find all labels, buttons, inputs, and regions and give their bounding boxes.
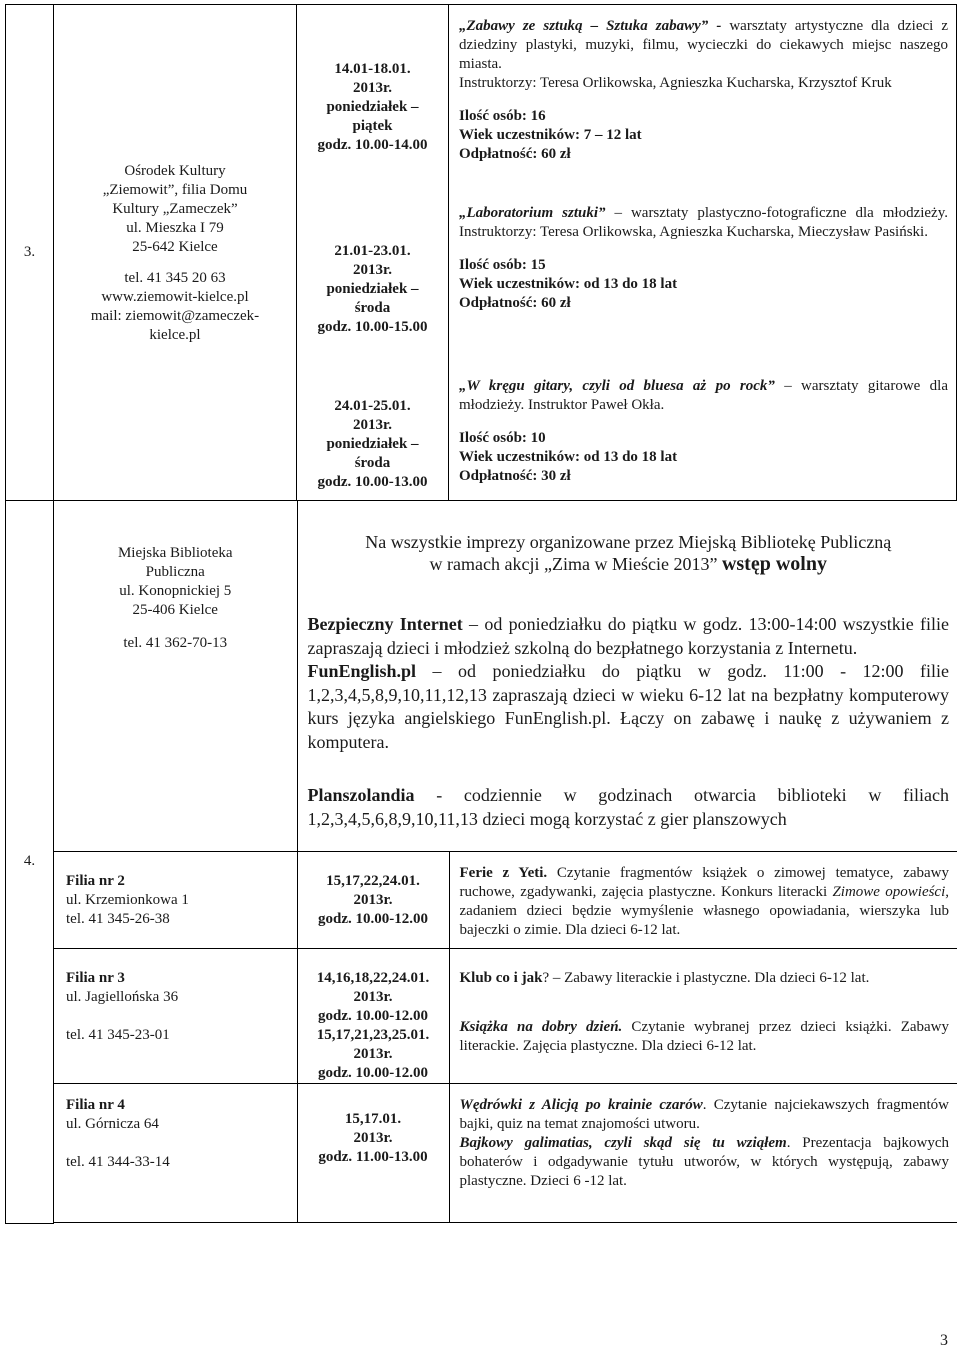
internet-title: Bezpieczny Internet <box>307 614 463 634</box>
org-phone: tel. 41 345 20 63 <box>124 270 226 286</box>
event-count: Ilość osób: 15 <box>459 257 546 273</box>
event-date: 15,17.01. <box>344 1111 402 1127</box>
filia-4-description <box>449 1084 957 1223</box>
event-days: poniedziałek – <box>326 99 419 115</box>
event-description <box>459 17 948 204</box>
event-age: Wiek uczestników: 7 – 12 lat <box>459 127 642 143</box>
library-org-cell <box>54 501 297 852</box>
filia-3-dates <box>297 949 449 1084</box>
org-street: ul. Mieszka I 79 <box>126 220 224 236</box>
row-number: 3. <box>6 5 54 501</box>
filia-4-dates <box>297 1084 449 1223</box>
event-date: 15,17,21,23,25.01. <box>316 1027 430 1043</box>
event-text: – warsztaty gitarowe dla młodzieży. Instruktor Paweł Okła. <box>459 378 948 413</box>
event-fee: Odpłatność: 60 zł <box>459 146 571 162</box>
event-year: 2013r. <box>352 417 393 433</box>
intro-line: Na wszystkie imprezy organizowane przez Miejską Bibliotekę Publiczną <box>365 532 892 552</box>
event-text: Czytanie fragmentów książek o zimowej tematyce, zabawy ruchowe, zgadywanki, zajęcia plastyczne. Konkurs literacki <box>459 865 950 900</box>
date-block <box>297 242 448 397</box>
event-text: , zadaniem dzieci będzie wymyślenie własnego opowiadania, wierszyka lub bajeczki o zimie. Dla dzieci 6-12 lat. <box>459 884 950 938</box>
filia-name: Filia nr 4 <box>66 1097 125 1113</box>
library-section <box>54 501 957 1224</box>
event-hours: godz. 10.00-12.00 <box>318 1008 428 1024</box>
event-title: Klub co i jak <box>459 970 543 986</box>
event-days: środa <box>354 455 391 471</box>
event-year: 2013r. <box>353 1046 393 1062</box>
filia-4-row <box>54 1084 957 1223</box>
org-website[interactable]: www.ziemowit-kielce.pl <box>101 289 249 305</box>
library-street: ul. Konopnickiej 5 <box>119 583 232 599</box>
filia-2-description <box>449 852 957 949</box>
organizer-cell <box>54 5 297 501</box>
filia-name: Filia nr 3 <box>66 970 125 986</box>
event-age: Wiek uczestników: od 13 do 18 lat <box>459 449 678 465</box>
filia-street: ul. Górnicza 64 <box>66 1116 159 1132</box>
event-days: środa <box>354 300 391 316</box>
filia-name: Filia nr 2 <box>66 873 125 889</box>
event-title: „Zabawy ze sztuką – Sztuka zabawy” - <box>459 18 722 34</box>
row-4 <box>6 501 957 1224</box>
event-fee: Odpłatność: 60 zł <box>459 295 571 311</box>
filia-phone: tel. 41 344-33-14 <box>66 1154 170 1170</box>
description-cell <box>449 5 957 501</box>
event-days: poniedziałek – <box>326 436 419 452</box>
dates-cell <box>297 5 449 501</box>
library-name: Miejska Biblioteka <box>117 545 233 561</box>
planszolandia-title: Planszolandia <box>307 785 415 805</box>
event-hours: godz. 10.00-12.00 <box>318 911 428 927</box>
filia-phone: tel. 41 345-26-38 <box>66 911 170 927</box>
event-date: 24.01-25.01. <box>334 398 411 414</box>
event-hours: godz. 11.00-13.00 <box>318 1149 428 1165</box>
org-email: kielce.pl <box>149 327 201 343</box>
event-text: ? – Zabawy literackie i plastyczne. Dla dzieci 6-12 lat. <box>542 970 870 986</box>
library-table <box>54 501 957 1223</box>
filia-2-row <box>54 852 957 949</box>
filia-3-cell <box>54 949 297 1084</box>
event-year: 2013r. <box>353 1130 393 1146</box>
event-year: 2013r. <box>353 989 393 1005</box>
org-name-line: Kultury „Zameczek” <box>112 201 238 217</box>
event-description <box>459 204 948 377</box>
row-3 <box>6 5 957 501</box>
library-intro-row <box>54 501 957 852</box>
event-hours: godz. 10.00-13.00 <box>317 474 428 490</box>
page-number: 3 <box>940 1332 948 1349</box>
event-text: Czytanie wybranej przez dzieci książki. Zabawy literackie. Zajęcia plastyczne. Dla dzieci 6-12 lat. <box>459 1019 950 1054</box>
filia-3-row <box>54 949 957 1084</box>
date-block <box>297 60 448 242</box>
org-name-line: Ośrodek Kultury <box>124 163 226 179</box>
library-city: 25-406 Kielce <box>132 602 218 618</box>
org-email[interactable]: mail: ziemowit@zameczek- <box>90 308 260 324</box>
event-hours: godz. 10.00-15.00 <box>317 319 428 335</box>
library-info-cell <box>297 501 957 852</box>
row-number: 4. <box>6 501 54 1224</box>
org-name-line: „Ziemowit”, filia Domu <box>102 182 248 198</box>
event-count: Ilość osób: 16 <box>459 108 546 124</box>
event-instructors: Instruktorzy: Teresa Orlikowska, Agnieszka Kucharska, Krzysztof Kruk <box>459 75 892 91</box>
internet-text: – od poniedziałku do piątku w godz. 13:00-14:00 wszystkie filie zapraszają dzieci i młodzież szkolną do bezpłatnego korzystania z Internetu. <box>307 614 950 658</box>
filia-street: ul. Jagiellońska 36 <box>66 989 179 1005</box>
event-count: Ilość osób: 10 <box>459 430 546 446</box>
event-days: piątek <box>352 118 393 134</box>
event-date: 21.01-23.01. <box>334 243 411 259</box>
funenglish-title: FunEnglish.pl <box>307 661 417 681</box>
date-block <box>297 397 448 500</box>
filia-4-cell <box>54 1084 297 1223</box>
filia-street: ul. Krzemionkowa 1 <box>66 892 189 908</box>
event-date: 14,16,18,22,24.01. <box>316 970 430 986</box>
event-description <box>459 377 948 494</box>
event-text: . Prezentacja bajkowych bohaterów i odgadywanie tytułu utworów, w których występują, zabawy plastyczne. Dzieci 6 -12 lat. <box>459 1135 950 1189</box>
filia-2-cell <box>54 852 297 949</box>
event-hours: godz. 10.00-14.00 <box>317 137 428 153</box>
event-date: 15,17,22,24.01. <box>326 873 420 889</box>
funenglish-text: – od poniedziałku do piątku w godz. 11:00 - 12:00 filie 1,2,3,4,5,8,9,10,11,12,13 zapraszają dzieci w wieku 6-12 lat na bezpłatny komputerowy kurs języka angielskiego FunEnglish.pl. Łączy on zabawę i naukę z używaniem z komputera. <box>307 661 950 752</box>
event-date: 14.01-18.01. <box>334 61 411 77</box>
event-title: Książka na dobry dzień. <box>459 1019 623 1035</box>
event-hours: godz. 10.00-12.00 <box>318 1065 428 1081</box>
event-text: warsztaty artystyczne dla dzieci z dziedziny plastyki, muzyki, filmu, wycieczki do ciekawych miejsc naszego miasta. <box>459 18 948 72</box>
event-title: Wędrówki z Alicją po krainie czarów <box>459 1097 703 1113</box>
events-table <box>5 4 957 1224</box>
org-city: 25-642 Kielce <box>132 239 218 255</box>
event-title: Bajkowy galimatias, czyli skąd się tu wziąłem <box>459 1135 787 1151</box>
event-title: „W kręgu gitary, czyli od bluesa aż po rock” <box>459 378 775 394</box>
event-text: – warsztaty plastyczno-fotograficzne dla młodzieży. Instruktorzy: Teresa Orlikowska, Agnieszka Kucharska, Mieczysław Pasiński. <box>459 205 948 240</box>
event-fee: Odpłatność: 30 zł <box>459 468 571 484</box>
library-phone: tel. 41 362-70-13 <box>123 635 228 651</box>
event-year: 2013r. <box>352 262 393 278</box>
library-name: Publiczna <box>145 564 205 580</box>
planszolandia-text: - codziennie w godzinach otwarcia biblioteki w filiach 1,2,3,4,5,6,8,9,10,11,13 dzieci mogą korzystać z gier planszowych <box>307 785 950 829</box>
intro-line: w ramach akcji „Zima w Mieście 2013” <box>429 554 718 574</box>
event-year: 2013r. <box>352 80 393 96</box>
event-title: Ferie z Yeti. <box>459 865 548 881</box>
free-entry-label: wstęp wolny <box>721 553 827 575</box>
event-year: 2013r. <box>353 892 393 908</box>
event-days: poniedziałek – <box>326 281 419 297</box>
filia-phone: tel. 41 345-23-01 <box>66 1027 170 1043</box>
filia-2-dates <box>297 852 449 949</box>
filia-3-description <box>449 949 957 1084</box>
contest-name: Zimowe opowieści <box>832 884 946 900</box>
event-age: Wiek uczestników: od 13 do 18 lat <box>459 276 678 292</box>
event-title: „Laboratorium sztuki” <box>459 205 606 221</box>
event-text: . Czytanie najciekawszych fragmentów bajki, quiz na temat znajomości utworu. <box>459 1097 950 1132</box>
